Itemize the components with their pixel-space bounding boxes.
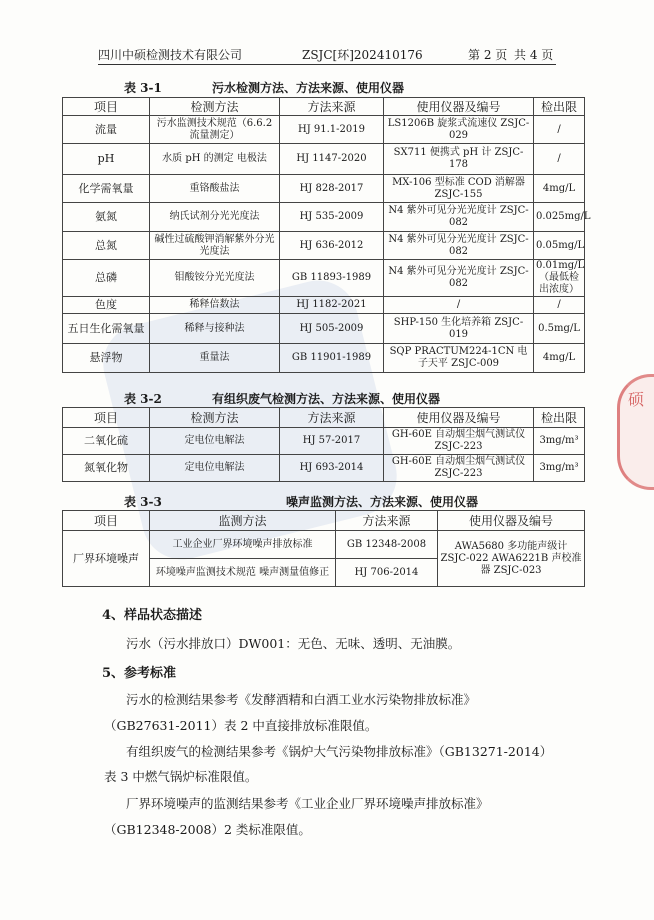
table-row (63, 116, 585, 144)
stamp-char: 硕 (628, 390, 645, 409)
table-cell: SQP PRACTUM224-1CN 电子天平 ZSJC-009 (384, 344, 534, 373)
table-cell: 钼酸铵分光光度法 (150, 260, 280, 297)
table-cell: 氮氧化物 (63, 455, 150, 482)
table-row (63, 175, 585, 203)
col-header: 检出限 (534, 408, 585, 428)
paragraph-line: 表 3 中燃气锅炉标准限值。 (104, 769, 258, 784)
paragraph-line: 有组织废气的检测结果参考《锅炉大气污染物排放标准》（GB13271-2014） (126, 744, 553, 759)
section5-title: 5、参考标准 (102, 666, 177, 681)
table-cell: MX-106 型标准 COD 消解器 ZSJC-155 (384, 175, 534, 203)
table-cell: SX711 便携式 pH 计 ZSJC-178 (384, 144, 534, 175)
table-row (63, 297, 585, 314)
page-number: 第 2 页 (468, 48, 508, 62)
col-header: 方法来源 (280, 98, 384, 116)
col-header: 检测方法 (150, 98, 280, 116)
section4-text: 污水（污水排放口）DW001：无色、无味、透明、无油膜。 (126, 636, 461, 651)
caption-number: 表 3-2 (124, 392, 162, 406)
table-cell: 色度 (63, 297, 150, 314)
table-noise-methods (62, 510, 585, 587)
table-cell: HJ 706-2014 (336, 559, 438, 587)
table-cell: 4mg/L (534, 344, 585, 373)
page-header (98, 46, 556, 65)
table-cell: N4 紫外可见分光光度计 ZSJC-082 (384, 260, 534, 297)
table-cell: 工业企业厂界环境噪声排放标准 (150, 531, 336, 559)
table-row (63, 314, 585, 344)
table-cell: 流量 (63, 116, 150, 144)
table-cell: 氨氮 (63, 203, 150, 232)
col-header: 检测方法 (150, 408, 280, 428)
table-cell: 悬浮物 (63, 344, 150, 373)
table-gas-methods (62, 407, 585, 482)
table-cell: 0.025mg/L (534, 203, 585, 232)
table-cell: HJ 693-2014 (280, 455, 384, 482)
table-cell: 二氧化硫 (63, 428, 150, 455)
table-cell: HJ 1147-2020 (280, 144, 384, 175)
table-water-methods (62, 97, 591, 373)
table-cell: 定电位电解法 (150, 428, 280, 455)
table-cell: / (534, 297, 585, 314)
table-cell: N4 紫外可见分光光度计 ZSJC-082 (384, 232, 534, 260)
table-cell: 水质 pH 的测定 电极法 (150, 144, 280, 175)
col-header: 项目 (63, 98, 150, 116)
col-header: 检出限 (534, 98, 585, 116)
table-cell: GB 11901-1989 (280, 344, 384, 373)
section4-title: 4、样品状态描述 (102, 608, 203, 623)
table-cell: 4mg/L (534, 175, 585, 203)
report-number: ZSJC[环]202410176 (302, 48, 423, 62)
table-cell: HJ 828-2017 (280, 175, 384, 203)
table-cell: 化学需氧量 (63, 175, 150, 203)
table-cell: / (384, 297, 534, 314)
table-cell: 重量法 (150, 344, 280, 373)
table-cell: 总氮 (63, 232, 150, 260)
table-row (63, 531, 585, 559)
table-row (63, 144, 585, 175)
col-header: 方法来源 (280, 408, 384, 428)
table-cell: 厂界环境噪声 (63, 531, 150, 587)
table-cell: 3mg/m³ (534, 455, 585, 482)
table-cell: 3mg/m³ (534, 428, 585, 455)
table-row (63, 455, 585, 482)
table-cell: HJ 636-2012 (280, 232, 384, 260)
table-cell: GH-60E 自动烟尘烟气测试仪 ZSJC-223 (384, 428, 534, 455)
table-cell: 五日生化需氧量 (63, 314, 150, 344)
table-row (63, 260, 585, 297)
paragraph-line: 污水的检测结果参考《发酵酒精和白酒工业水污染物排放标准》 (126, 692, 477, 707)
table-cell: 0.05mg/L (534, 232, 585, 260)
col-header: 方法来源 (336, 511, 438, 531)
table-cell: N4 紫外可见分光光度计 ZSJC-082 (384, 203, 534, 232)
table-cell: GB 11893-1989 (280, 260, 384, 297)
table-cell: 纳氏试剂分光光度法 (150, 203, 280, 232)
table-row (63, 344, 585, 373)
table-cell: HJ 535-2009 (280, 203, 384, 232)
table-row (63, 232, 585, 260)
table-cell: 0.5mg/L (534, 314, 585, 344)
table-cell: / (534, 144, 585, 175)
table-cell: 碱性过硫酸钾消解紫外分光光度法 (150, 232, 280, 260)
paragraph-line: （GB27631-2011）表 2 中直接排放标准限值。 (104, 718, 378, 733)
table-cell: AWA5680 多功能声级计 ZSJC-022 AWA6221B 声校准器 ZSJC-023 (438, 531, 585, 587)
col-header: 项目 (63, 408, 150, 428)
table-cell: 稀释与接种法 (150, 314, 280, 344)
caption-number: 表 3-1 (124, 81, 162, 95)
col-header: 使用仪器及编号 (384, 408, 534, 428)
col-header: 使用仪器及编号 (438, 511, 585, 531)
table-cell: HJ 505-2009 (280, 314, 384, 344)
table-cell: 0.01mg/L（最低检出浓度） (534, 260, 585, 297)
paragraph-line: 厂界环境噪声的监测结果参考《工业企业厂界环境噪声排放标准》 (126, 796, 489, 811)
table-cell: LS1206B 旋浆式流速仪 ZSJC-029 (384, 116, 534, 144)
table-row (63, 203, 585, 232)
table-row (63, 428, 585, 455)
table-cell: HJ 1182-2021 (280, 297, 384, 314)
col-header: 使用仪器及编号 (384, 98, 534, 116)
page-total: 共 4 页 (514, 48, 554, 62)
table-cell: pH (63, 144, 150, 175)
caption-title: 噪声监测方法、方法来源、使用仪器 (286, 495, 479, 509)
col-header: 监测方法 (150, 511, 336, 531)
table-cell: 总磷 (63, 260, 150, 297)
caption-title: 污水检测方法、方法来源、使用仪器 (212, 81, 405, 95)
table-cell: 稀释倍数法 (150, 297, 280, 314)
table-cell: HJ 57-2017 (280, 428, 384, 455)
table-cell: GH-60E 自动烟尘烟气测试仪 ZSJC-223 (384, 455, 534, 482)
col-header: 项目 (63, 511, 150, 531)
table-cell: SHP-150 生化培养箱 ZSJC-019 (384, 314, 534, 344)
table-cell: 污水监测技术规范（6.6.2 流量测定） (150, 116, 280, 144)
table-cell: / (534, 116, 585, 144)
table-cell: 定电位电解法 (150, 455, 280, 482)
table-cell: 环境噪声监测技术规范 噪声测量值修正 (150, 559, 336, 587)
company-name: 四川中硕检测技术有限公司 (98, 48, 243, 62)
caption-title: 有组织废气检测方法、方法来源、使用仪器 (212, 392, 441, 406)
seal-stamp (617, 374, 654, 490)
table-cell: 重铬酸盐法 (150, 175, 280, 203)
table-cell: GB 12348-2008 (336, 531, 438, 559)
caption-number: 表 3-3 (124, 495, 162, 509)
table-cell: HJ 91.1-2019 (280, 116, 384, 144)
paragraph-line: （GB12348-2008）2 类标准限值。 (104, 822, 311, 837)
